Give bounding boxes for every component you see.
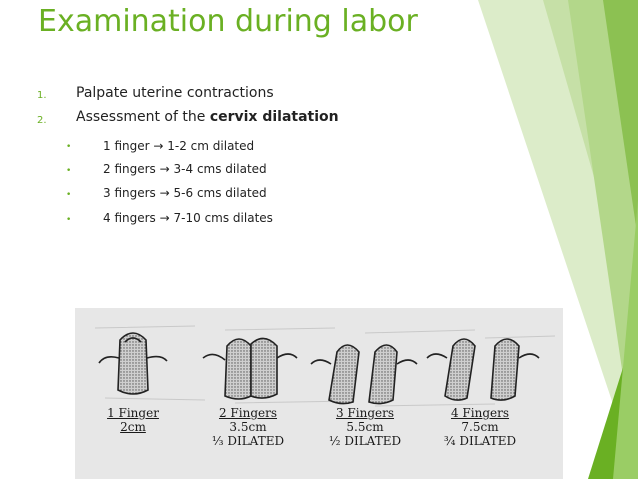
- sub-item-3-right: 5-6 cms dilated: [173, 186, 267, 200]
- list-item-assessment: [76, 109, 339, 125]
- assessment-prefix: Assessment of the: [76, 109, 210, 125]
- bullet-icon: •: [66, 166, 72, 176]
- two-fingers-icon: [203, 338, 297, 399]
- arrow-right-icon: →: [159, 186, 170, 200]
- four-fingers-icon: [427, 339, 539, 400]
- finger-dilatation-figure: [75, 308, 563, 479]
- caption-4-line2: 7.5cm: [461, 420, 499, 434]
- three-fingers-icon: [311, 345, 417, 404]
- caption-1-line1: 1 Finger: [107, 406, 159, 420]
- caption-2-line1: 2 Fingers: [218, 406, 278, 420]
- caption-2-line3: ⅓ DILATED: [211, 434, 285, 448]
- finger-icon: [99, 333, 167, 394]
- sub-item-3-left: 3 fingers: [103, 186, 156, 200]
- caption-1-line2: 2cm: [120, 420, 146, 434]
- finger-illustrations: [75, 308, 563, 479]
- caption-1-finger: [93, 406, 173, 434]
- sub-item-1-left: 1 finger: [103, 139, 150, 153]
- arrow-right-icon: →: [159, 211, 170, 225]
- sub-item-4-left: 4 fingers: [103, 211, 156, 225]
- sub-item-1: [103, 139, 254, 153]
- sub-item-2: [103, 162, 267, 176]
- list-item-palpate: Palpate uterine contractions: [76, 85, 274, 101]
- caption-3-line2: 5.5cm: [346, 420, 384, 434]
- bullet-icon: •: [66, 215, 72, 225]
- slide-title: Examination during labor: [38, 4, 418, 39]
- arrow-right-icon: →: [159, 162, 170, 176]
- bullet-icon: •: [66, 142, 72, 152]
- sub-item-1-right: 1-2 cm dilated: [167, 139, 255, 153]
- arrow-right-icon: →: [153, 139, 164, 153]
- caption-4-line3: ¾ DILATED: [443, 434, 517, 448]
- caption-3-line3: ½ DILATED: [328, 434, 402, 448]
- bullet-icon: •: [66, 190, 72, 200]
- sub-item-4-right: 7-10 cms dilates: [173, 211, 273, 225]
- caption-4-fingers: [435, 406, 525, 448]
- caption-3-fingers: [320, 406, 410, 448]
- assessment-bold: cervix dilatation: [209, 109, 339, 125]
- list-number-1: 1.: [37, 90, 47, 101]
- caption-2-line2: 3.5cm: [229, 420, 267, 434]
- caption-4-line1: 4 Fingers: [450, 406, 510, 420]
- sub-item-4: [103, 211, 273, 225]
- caption-2-fingers: [203, 406, 293, 448]
- sub-item-2-left: 2 fingers: [103, 162, 156, 176]
- list-number-2: 2.: [37, 115, 47, 126]
- sub-item-3: [103, 186, 267, 200]
- caption-3-line1: 3 Fingers: [335, 406, 395, 420]
- sub-item-2-right: 3-4 cms dilated: [173, 162, 267, 176]
